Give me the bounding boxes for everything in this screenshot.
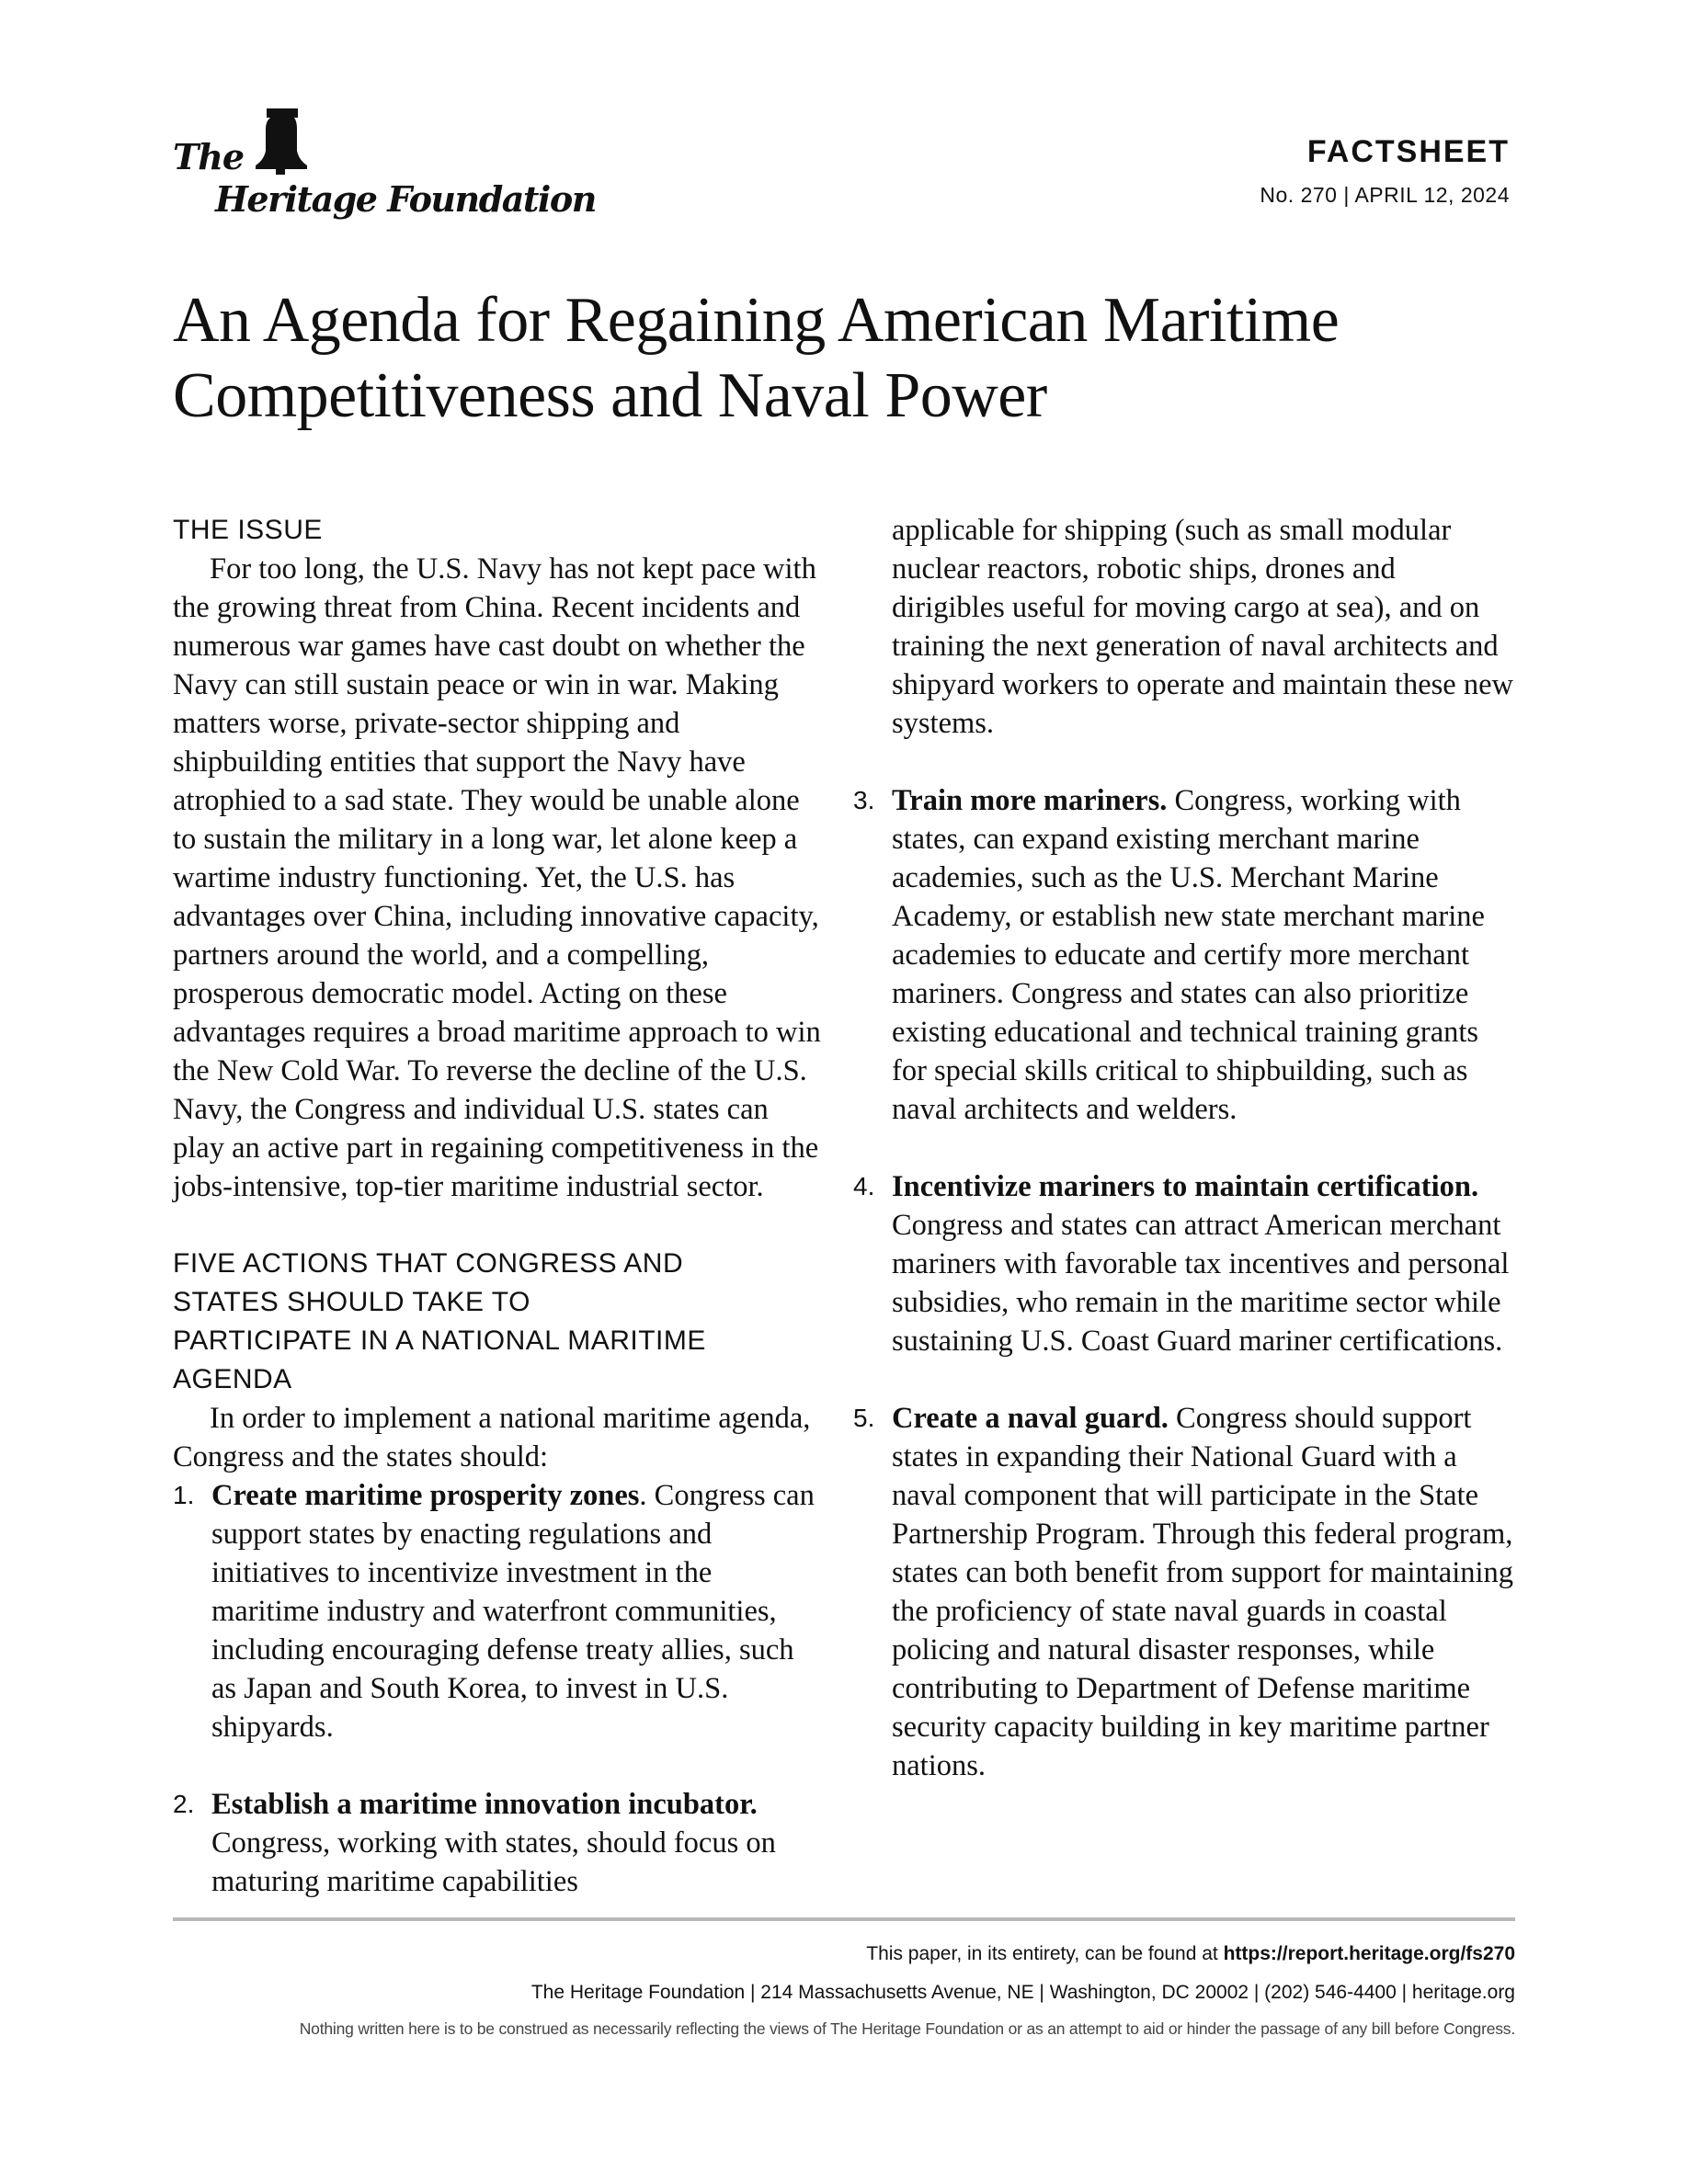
footer-link-prefix: This paper, in its entirety, can be found at: [866, 1943, 1224, 1964]
footer-disclaimer: Nothing written here is to be construed as necessarily reflecting the views of The Heritage Foundation or as an attempt to aid or hinder the passage of any bill before Congress.: [299, 2019, 1515, 2038]
liberty-bell-icon: [254, 108, 309, 175]
page-title: An Agenda for Regaining American Maritime Competitiveness and Naval Power: [173, 285, 1340, 431]
action-number: 2.: [173, 1790, 195, 1818]
footer-divider: [173, 1917, 1515, 1921]
action-title: Create a naval guard.: [892, 1402, 1169, 1435]
action-item-2-continued: applicable for shipping (such as small modular nuclear reactors, robotic ships, drones and dirigibles useful for moving cargo at sea), and on training the next generation of naval architects and shipyard workers to operate and maintain these new systems.: [892, 514, 1513, 740]
action-item-3: [853, 781, 1515, 1129]
factsheet-label: FACTSHEET: [1306, 134, 1510, 169]
left-column: [173, 511, 826, 1901]
action-title: Create maritime prosperity zones: [211, 1479, 640, 1512]
action-item-1: [173, 1476, 826, 1746]
action-number: 1.: [173, 1481, 195, 1509]
action-number: 5.: [853, 1404, 875, 1432]
heritage-logo: [173, 103, 596, 222]
action-title: Incentivize mariners to maintain certification.: [892, 1170, 1479, 1203]
action-text: Congress, working with states, should focus on maturing maritime capabilities: [211, 1826, 776, 1898]
action-text: Congress and states can attract American merchant mariners with favorable tax incentives and personal subsidies, who remain in the maritime sector while sustaining U.S. Coast Guard mariner certifications.: [892, 1209, 1510, 1358]
issue-heading: THE ISSUE: [173, 515, 323, 545]
right-column: [853, 511, 1515, 1785]
action-item-2: [173, 1785, 826, 1901]
issue-body: For too long, the U.S. Navy has not kept pace with the growing threat from China. Recent incidents and numerous war games have cast doubt on whether the Navy can still sustain peace or win in war. Making matters worse, private-sector shipping and shipbuilding entities that support the Navy have atrophied to a sad state. They would be unable alone to sustain the military in a long war, let alone keep a wartime industry functioning. Yet, the U.S. has advantages over China, including innovative capacity, partners around the world, and a compelling, prosperous democratic model. Acting on these advantages requires a broad maritime approach to win the New Cold War. To reverse the decline of the U.S. Navy, the Congress and individual U.S. states can play an active part in regaining competitiveness in the jobs-intensive, top-tier maritime industrial sector.: [173, 552, 821, 1203]
actions-intro: In order to implement a national maritime agenda, Congress and the states should:: [173, 1402, 811, 1473]
action-title: Train more mariners.: [892, 784, 1168, 817]
factsheet-header: [1260, 134, 1510, 208]
actions-heading: FIVE ACTIONS THAT CONGRESS AND STATES SHOULD TAKE TO PARTICIPATE IN A NATIONAL MARITIME AGENDA: [173, 1248, 706, 1394]
action-number: 3.: [853, 786, 875, 814]
action-number: 4.: [853, 1172, 875, 1200]
footer-report-link-line: [866, 1943, 1515, 1965]
report-url-link[interactable]: https://report.heritage.org/fs270: [1223, 1943, 1515, 1964]
logo-the: The: [173, 136, 245, 177]
action-item-5: [853, 1399, 1515, 1785]
action-text: Congress, working with states, can expand existing merchant marine academies, such as the U.S. Merchant Marine Academy, or establish new state merchant marine academies to educate and certify more merchant mariners. Congress and states can also prioritize existing educational and technical training grants for special skills critical to shipbuilding, such as naval architects and welders.: [892, 784, 1485, 1126]
action-item-4: [853, 1167, 1515, 1360]
action-text: . Congress can support states by enacting regulations and initiatives to incentivize investment in the maritime industry and waterfront communities, including encouraging defense treaty allies, such as Japan and South Korea, to invest in U.S. shipyards.: [211, 1479, 815, 1744]
footer-address: The Heritage Foundation | 214 Massachusetts Avenue, NE | Washington, DC 20002 | (202) 546-4400 | heritage.org: [530, 1982, 1515, 2003]
logo-heritage-foundation: Heritage Foundation: [215, 178, 596, 220]
factsheet-number-date: No. 270 | APRIL 12, 2024: [1260, 183, 1510, 207]
action-title: Establish a maritime innovation incubator.: [211, 1788, 758, 1821]
action-text: Congress should support states in expanding their National Guard with a naval component that will participate in the State Partnership Program. Through this federal program, states can both benefit from support for maintaining the proficiency of state naval guards in coastal policing and natural disaster responses, while contributing to Department of Defense maritime security capacity building in key maritime partner nations.: [892, 1402, 1514, 1782]
